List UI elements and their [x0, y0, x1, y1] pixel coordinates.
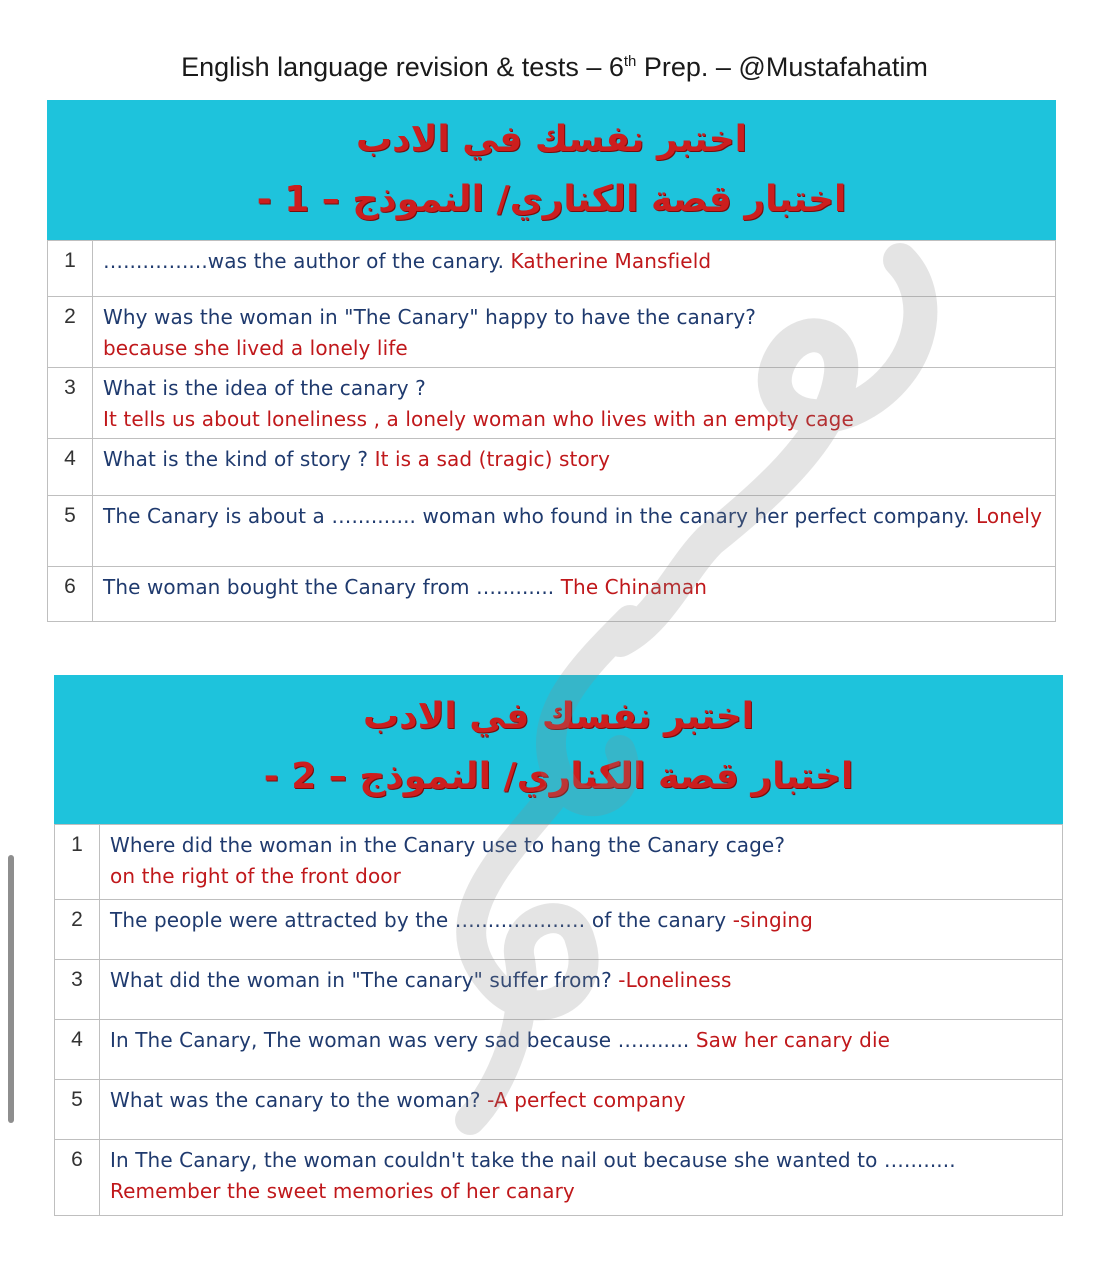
test-1-section — [47, 100, 1056, 622]
row-text — [93, 496, 1056, 567]
test-2-table — [54, 824, 1063, 1216]
row-number: 2 — [48, 297, 93, 368]
blank-dots: …......….... — [103, 249, 208, 273]
row-number: 5 — [48, 496, 93, 567]
table-row — [55, 1020, 1063, 1080]
test-2-banner-line2: اختبار قصة الكناري/ النموذج – 2 - — [263, 756, 854, 797]
question-text: What is the idea of the canary ? — [103, 376, 426, 400]
table-row — [55, 960, 1063, 1020]
answer-text: -singing — [732, 908, 813, 932]
question-text: Why was the woman in "The Canary" happy to have the canary? — [103, 305, 757, 329]
question-text: In The Canary, the woman couldn't take the nail out because she wanted to — [110, 1148, 884, 1172]
table-row — [48, 439, 1056, 496]
question-text: Where did the woman in the Canary use to hang the Canary cage? — [110, 833, 786, 857]
test-1-banner-line2: اختبار قصة الكناري/ النموذج – 1 - — [256, 179, 847, 220]
scrollbar[interactable] — [8, 855, 14, 1123]
title-text: English language revision & tests – 6 — [181, 52, 624, 82]
answer-text: -A perfect company — [487, 1088, 686, 1112]
row-text — [93, 368, 1056, 439]
table-row — [48, 297, 1056, 368]
row-text — [93, 241, 1056, 297]
test-2-section — [54, 675, 1063, 1216]
answer-text: Lonely — [976, 504, 1043, 528]
blank-dots: …..............… — [454, 908, 586, 932]
answer-text: Saw her canary die — [689, 1028, 891, 1052]
blank-dots: ….......... — [331, 504, 417, 528]
row-number: 1 — [48, 241, 93, 297]
question-text: What did the woman in "The canary" suffer from? — [110, 968, 619, 992]
answer-text: -Loneliness — [618, 968, 732, 992]
test-2-banner — [54, 675, 1063, 824]
row-text — [100, 960, 1063, 1020]
row-text — [100, 900, 1063, 960]
table-row — [48, 241, 1056, 297]
row-number: 2 — [55, 900, 100, 960]
table-row — [48, 567, 1056, 622]
row-text — [100, 1080, 1063, 1140]
question-text: What is the kind of story ? — [103, 447, 375, 471]
row-number: 3 — [48, 368, 93, 439]
question-text: of the canary — [585, 908, 733, 932]
question-text: The woman bought the Canary from — [103, 575, 477, 599]
table-row — [55, 825, 1063, 900]
row-text — [100, 825, 1063, 900]
table-row — [48, 368, 1056, 439]
row-number: 4 — [48, 439, 93, 496]
row-text — [100, 1140, 1063, 1216]
answer-text: Remember the sweet memories of her canary — [110, 1179, 575, 1203]
test-1-banner — [47, 100, 1056, 240]
question-text: woman who found in the canary her perfect company. — [416, 504, 976, 528]
test-2-banner-line1: اختبر نفسك في الادب — [362, 696, 755, 737]
answer-text: Katherine Mansfield — [510, 249, 712, 273]
row-number: 4 — [55, 1020, 100, 1080]
answer-text: The Chinaman — [554, 575, 708, 599]
answer-text: It tells us about loneliness , a lonely woman who lives with — [103, 407, 703, 431]
table-row — [55, 1080, 1063, 1140]
test-1-table — [47, 240, 1056, 622]
answer-text: It is a sad (tragic) story — [374, 447, 611, 471]
blank-dots: …........ — [617, 1028, 690, 1052]
row-text — [93, 439, 1056, 496]
title-handle: Prep. – @Mustafahatim — [636, 52, 928, 82]
question-text: The people were attracted by the — [110, 908, 455, 932]
table-row — [55, 900, 1063, 960]
test-1-banner-line1: اختبر نفسك في الادب — [355, 119, 748, 160]
answer-text: an empty cage — [702, 407, 854, 431]
blank-dots: …......... — [476, 575, 555, 599]
title-superscript: th — [623, 53, 637, 70]
answer-text: on the right of the front door — [110, 864, 401, 888]
row-text — [93, 567, 1056, 622]
row-text — [100, 1020, 1063, 1080]
blank-dots: …........ — [883, 1148, 956, 1172]
row-number: 5 — [55, 1080, 100, 1140]
question-text: What was the canary to the woman? — [110, 1088, 488, 1112]
row-number: 6 — [48, 567, 93, 622]
row-number: 6 — [55, 1140, 100, 1216]
question-text: In The Canary, The woman was very sad because — [110, 1028, 618, 1052]
answer-text: because she lived a lonely life — [103, 336, 408, 360]
table-row — [48, 496, 1056, 567]
row-text — [93, 297, 1056, 368]
table-row — [55, 1140, 1063, 1216]
page-title — [0, 52, 1109, 83]
question-text: The Canary is about a — [103, 504, 332, 528]
row-number: 1 — [55, 825, 100, 900]
question-text: was the author of the canary. — [207, 249, 511, 273]
row-number: 3 — [55, 960, 100, 1020]
